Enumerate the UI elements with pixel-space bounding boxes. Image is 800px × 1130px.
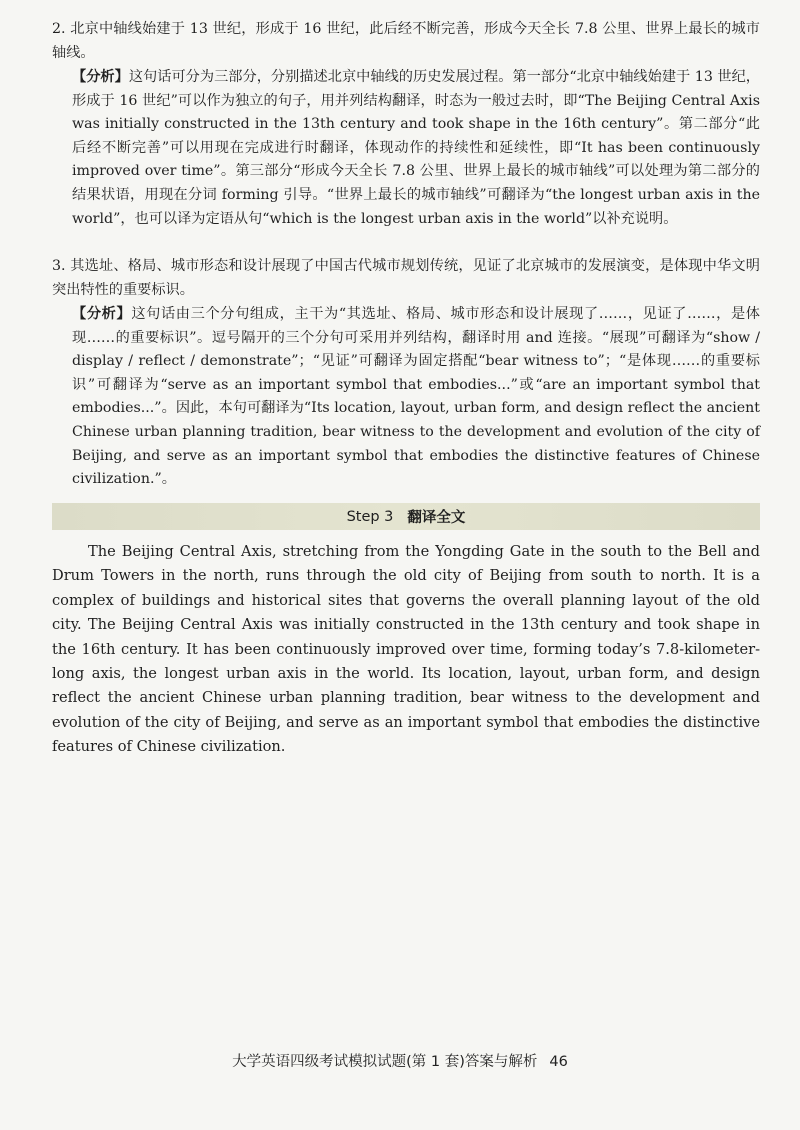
step-title: 翻译全文 — [407, 510, 466, 526]
full-translation-paragraph: The Beijing Central Axis, stretching from the Yongding Gate in the south to the Bell and Drum Towers in the north, runs through the old city of Beijing from south to north. It is a complex of buildings and historical sites that governs the overall planning layout of the old city. The Beijing Central Axis was initially constructed in the 13th century and took shape in the 16th century. It has been continuously improved over time, forming today’s 7.8-kilometer-long axis, the longest urban axis in the world. Its location, layout, urban form, and design reflect the ancient Chinese urban planning tradition, bear witness to the development and evolution of the city of Beijing, and serve as an important symbol that embodies the distinctive features of Chinese civilization. — [52, 543, 760, 756]
item-2-sentence: 2. 北京中轴线始建于 13 世纪，形成于 16 世纪，此后经不断完善，形成今天全长 7.8 公里、世界上最长的城市轴线。 — [52, 21, 760, 61]
item-3-sentence: 3. 其选址、格局、城市形态和设计展现了中国古代城市规划传统，见证了北京城市的发展演变，是体现中华文明突出特性的重要标识。 — [52, 258, 760, 298]
page-number: 46 — [549, 1054, 568, 1070]
step-label: Step 3 — [346, 508, 394, 525]
page-footer — [0, 1050, 800, 1071]
item-3-analysis — [72, 303, 760, 492]
step-heading-bar — [52, 503, 760, 530]
item-2-analysis — [72, 66, 760, 231]
analysis-text: 这句话由三个分句组成，主干为“其选址、格局、城市形态和设计展现了……，见证了……，是体现……的重要标识”。逗号隔开的三个分句可采用并列结构，翻译时用 and 连接。“展现”可翻译为“show / display / reflect / demonstrate”；“见证”可翻译为固定搭配“bear witness to”；“是体现……的重要标识”可翻译为“serve as an important symbol that embodies...”或“are an important symbol that embodies...”。因此，本句可翻译为“Its location, layout, urban form, and design reflect the ancient Chinese urban planning tradition, bear witness to the development and evolution of the city of Beijing, and serve as an important symbol that embodies the distinctive features of Chinese civilization.”。 — [72, 306, 760, 488]
analysis-tag: 【分析】 — [72, 306, 132, 322]
analysis-tag: 【分析】 — [72, 69, 129, 85]
analysis-text: 这句话可分为三部分，分别描述北京中轴线的历史发展过程。第一部分“北京中轴线始建于 13 世纪，形成于 16 世纪”可以作为独立的句子，用并列结构翻译，时态为一般过去时，即“The Beijing Central Axis was initially constructed in the 13th century and took shape in the 16th century”。第二部分“此后经不断完善”可以用现在完成进行时翻译，体现动作的持续性和延续性，即“It has been continuously improved over time”。第三部分“形成今天全长 7.8 公里、世界上最长的城市轴线”可以处理为第二部分的结果状语，用现在分词 forming 引导。“世界上最长的城市轴线”可翻译为“the longest urban axis in the world”，也可以译为定语从句“which is the longest urban axis in the world”以补充说明。 — [72, 69, 760, 227]
footer-title: 大学英语四级考试模拟试题(第 1 套)答案与解析 — [232, 1054, 538, 1070]
